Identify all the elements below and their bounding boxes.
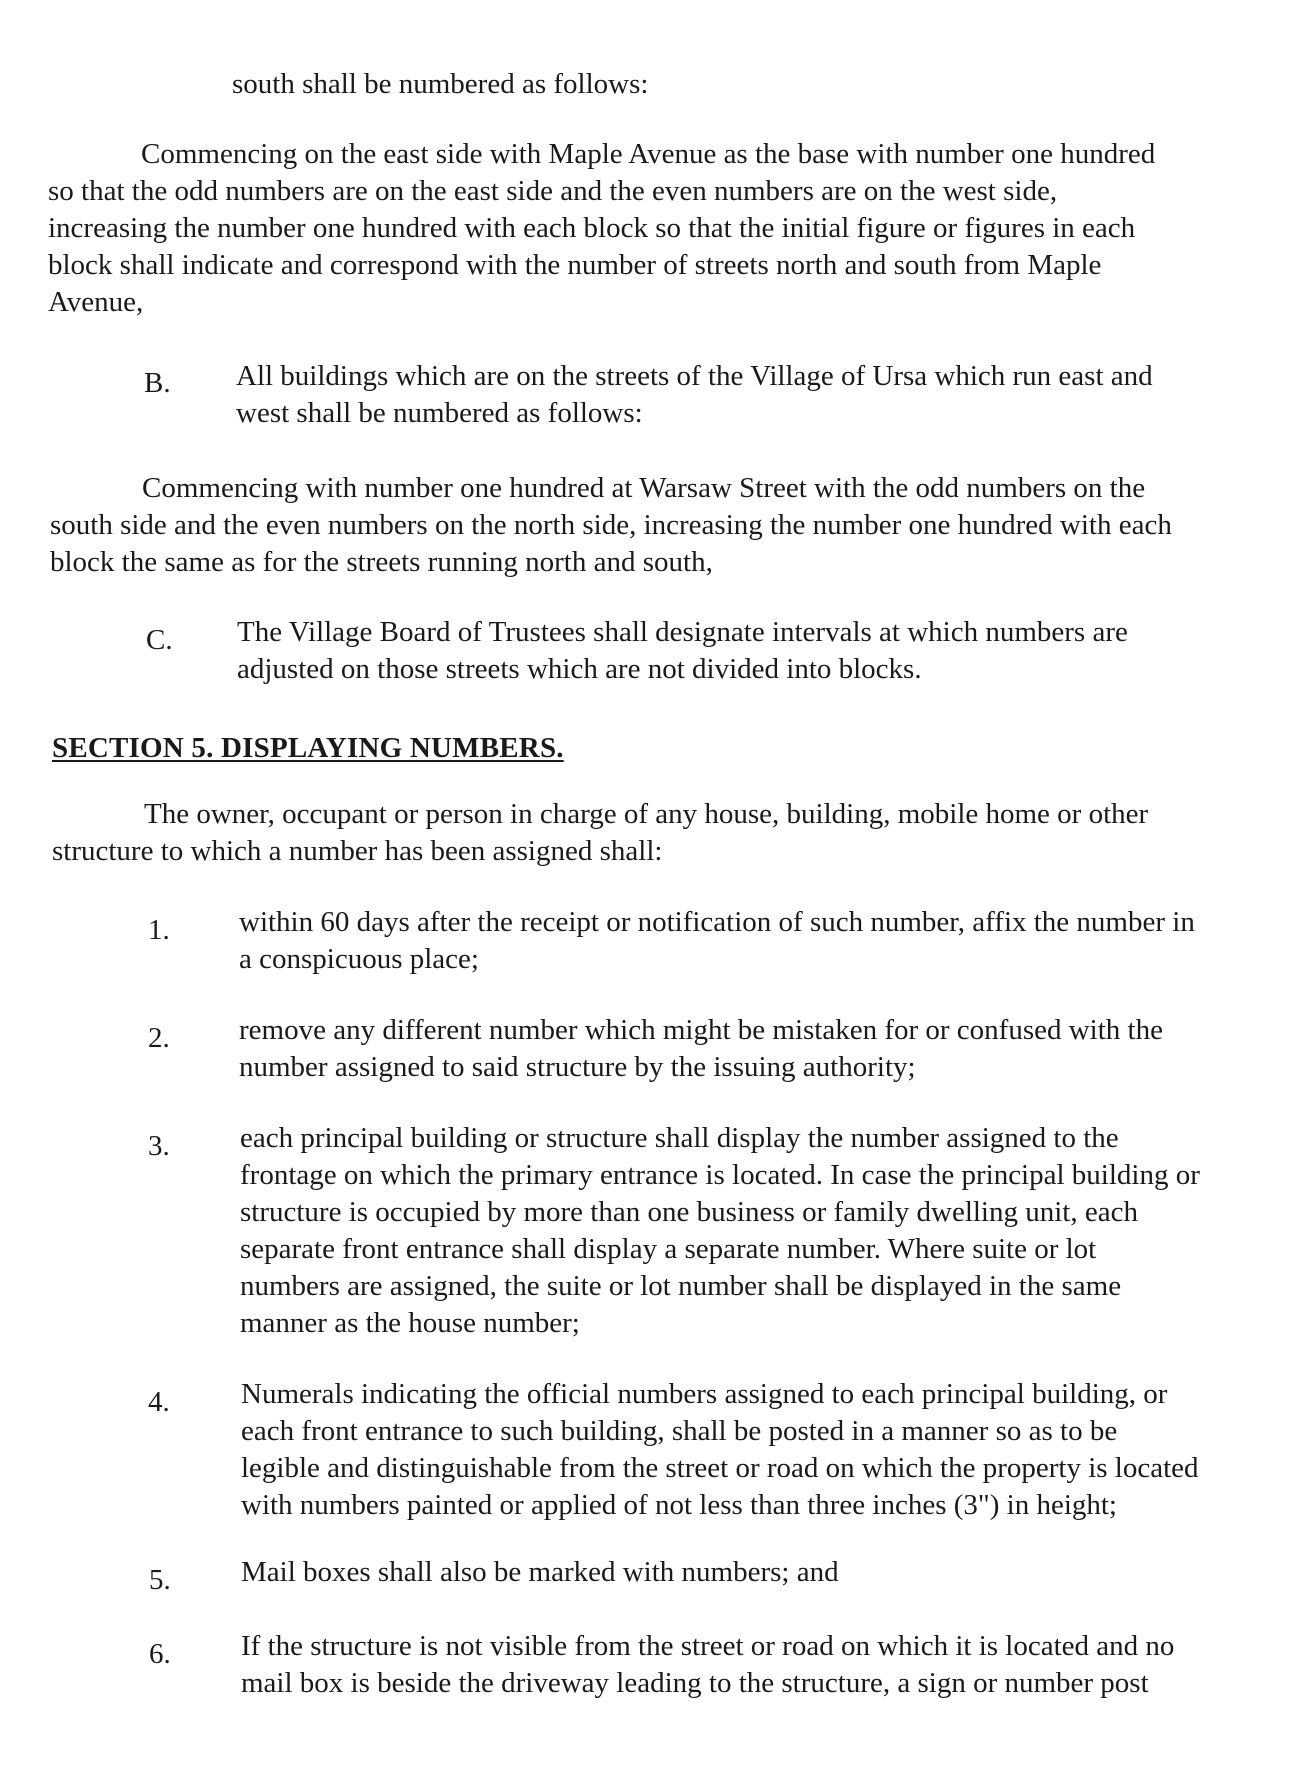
- list-item-line: legible and distinguishable from the street or road on which the property is located: [241, 1452, 1199, 1484]
- item-c-label: C.: [146, 624, 173, 656]
- list-item-line: each principal building or structure shall display the number assigned to the: [240, 1122, 1119, 1154]
- list-item: [241, 1554, 839, 1591]
- item-c-line: adjusted on those streets which are not divided into blocks.: [237, 653, 922, 685]
- item-b-body: [236, 358, 1153, 432]
- paragraph-line: block shall indicate and correspond with the number of streets north and south from Maple: [48, 249, 1102, 281]
- list-item: [240, 1120, 1200, 1342]
- list-item: [239, 1012, 1163, 1086]
- top-fragment-text: south shall be numbered as follows:: [232, 68, 649, 100]
- list-item: [241, 1628, 1174, 1702]
- list-item-label: 3.: [148, 1130, 170, 1162]
- list-item-line: manner as the house number;: [240, 1307, 580, 1339]
- paragraph-line: so that the odd numbers are on the east side and the even numbers are on the west side,: [48, 175, 1058, 207]
- item-b-line: All buildings which are on the streets of the Village of Ursa which run east and: [236, 360, 1153, 392]
- list-item: [241, 1376, 1199, 1524]
- item-b-label: B.: [144, 367, 171, 399]
- list-item-line: structure is occupied by more than one business or family dwelling unit, each: [240, 1196, 1138, 1228]
- paragraph-line: Commencing with number one hundred at Warsaw Street with the odd numbers on the: [142, 472, 1146, 504]
- paragraph-line: Avenue,: [48, 286, 144, 318]
- list-item-label: 6.: [149, 1638, 171, 1670]
- list-item-line: remove any different number which might be mistaken for or confused with the: [239, 1014, 1163, 1046]
- paragraph-line: increasing the number one hundred with each block so that the initial figure or figures in each: [48, 212, 1136, 244]
- list-item-line: mail box is beside the driveway leading to the structure, a sign or number post: [241, 1667, 1149, 1699]
- list-item-line: frontage on which the primary entrance is located. In case the principal building or: [240, 1159, 1200, 1191]
- paragraph-line: Commencing on the east side with Maple Avenue as the base with number one hundred: [141, 138, 1156, 170]
- list-item: [239, 904, 1195, 978]
- top-fragment: [232, 66, 648, 103]
- list-item-line: numbers are assigned, the suite or lot number shall be displayed in the same: [240, 1270, 1122, 1302]
- paragraph-line: south side and the even numbers on the north side, increasing the number one hundred with each: [50, 509, 1172, 541]
- section-intro-line: structure to which a number has been assigned shall:: [52, 835, 663, 867]
- list-item-line: Mail boxes shall also be marked with numbers; and: [241, 1556, 839, 1588]
- list-item-line: each front entrance to such building, shall be posted in a manner so as to be: [241, 1415, 1118, 1447]
- list-item-line: with numbers painted or applied of not less than three inches (3") in height;: [241, 1489, 1117, 1521]
- section-intro: [52, 796, 1148, 870]
- list-item-label: 1.: [148, 914, 170, 946]
- list-item-line: Numerals indicating the official numbers assigned to each principal building, or: [241, 1378, 1168, 1410]
- list-item-line: separate front entrance shall display a separate number. Where suite or lot: [240, 1233, 1097, 1265]
- list-item-label: 2.: [148, 1022, 170, 1054]
- paragraph-line: block the same as for the streets running north and south,: [50, 546, 713, 578]
- item-c-line: The Village Board of Trustees shall designate intervals at which numbers are: [237, 616, 1128, 648]
- list-item-label: 4.: [148, 1386, 170, 1418]
- item-c-body: [237, 614, 1128, 688]
- section-intro-line: The owner, occupant or person in charge of any house, building, mobile home or other: [144, 798, 1149, 830]
- paragraph-warsaw-street: [50, 470, 1172, 581]
- section-heading: SECTION 5. DISPLAYING NUMBERS.: [52, 732, 564, 764]
- item-b-line: west shall be numbered as follows:: [236, 397, 643, 429]
- list-item-label: 5.: [149, 1564, 171, 1596]
- list-item-line: a conspicuous place;: [239, 943, 479, 975]
- list-item-line: within 60 days after the receipt or notification of such number, affix the number in: [239, 906, 1195, 938]
- list-item-line: If the structure is not visible from the street or road on which it is located and no: [241, 1630, 1175, 1662]
- paragraph-maple-avenue: [48, 136, 1155, 321]
- list-item-line: number assigned to said structure by the issuing authority;: [239, 1051, 916, 1083]
